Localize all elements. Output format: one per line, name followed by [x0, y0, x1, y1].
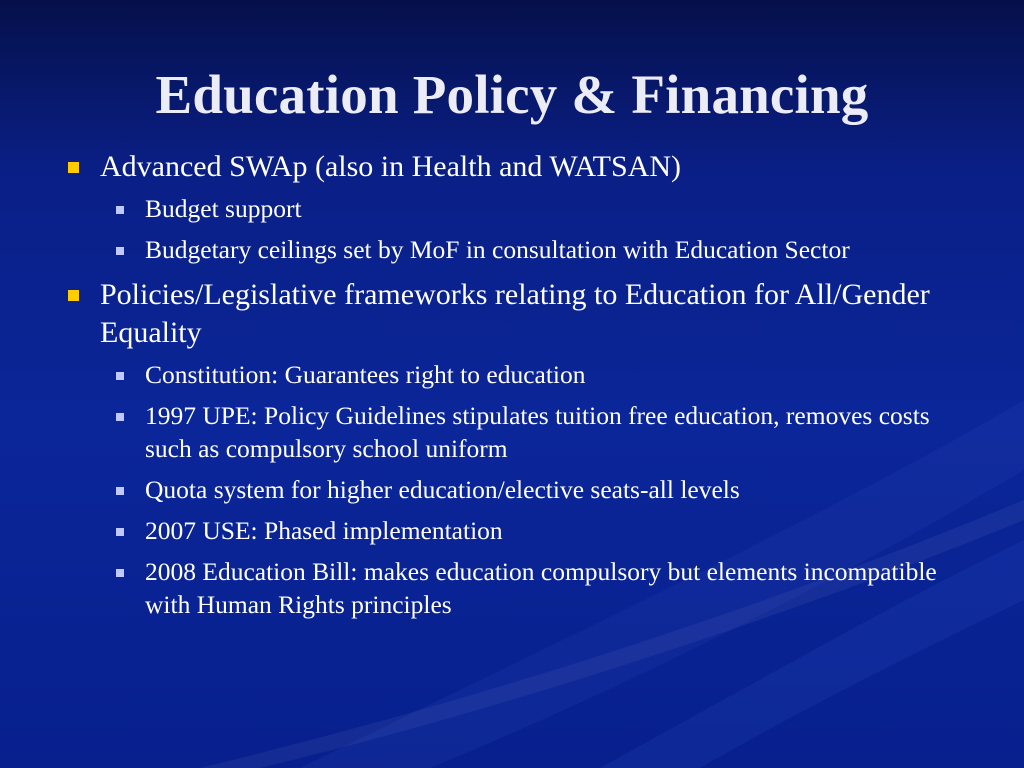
sub-bullet-item — [60, 473, 980, 506]
square-bullet-icon — [116, 206, 124, 214]
bullet-item — [60, 276, 980, 621]
sub-bullet-list — [100, 192, 980, 266]
bullet-text: Advanced SWAp (also in Health and WATSAN) — [100, 150, 682, 183]
sub-bullet-item — [60, 399, 980, 465]
sub-bullet-item — [60, 358, 980, 391]
square-bullet-icon — [68, 162, 79, 173]
sub-bullet-list — [100, 358, 980, 621]
slide-body — [60, 148, 980, 631]
square-bullet-icon — [116, 247, 124, 255]
square-bullet-icon — [116, 569, 124, 577]
sub-bullet-item — [60, 555, 980, 621]
square-bullet-icon — [116, 528, 124, 536]
sub-bullet-text: 1997 UPE: Policy Guidelines stipulates tuition free education, removes costs such as compulsory school uniform — [145, 401, 930, 463]
sub-bullet-text: Quota system for higher education/elective seats-all levels — [145, 475, 740, 504]
sub-bullet-text: Constitution: Guarantees right to education — [145, 360, 586, 389]
square-bullet-icon — [116, 413, 124, 421]
square-bullet-icon — [116, 487, 124, 495]
sub-bullet-item — [60, 233, 980, 266]
bullet-list — [60, 148, 980, 621]
sub-bullet-text: Budget support — [145, 194, 302, 223]
square-bullet-icon — [116, 372, 124, 380]
sub-bullet-item — [60, 192, 980, 225]
sub-bullet-text: Budgetary ceilings set by MoF in consultation with Education Sector — [145, 235, 850, 264]
square-bullet-icon — [68, 290, 79, 301]
sub-bullet-text: 2008 Education Bill: makes education compulsory but elements incompatible with Human Rights principles — [145, 557, 937, 619]
bullet-text: Policies/Legislative frameworks relating to Education for All/Gender Equality — [100, 278, 930, 349]
sub-bullet-text: 2007 USE: Phased implementation — [145, 516, 503, 545]
slide-title: Education Policy & Financing — [155, 64, 869, 125]
bullet-item — [60, 148, 980, 266]
sub-bullet-item — [60, 514, 980, 547]
